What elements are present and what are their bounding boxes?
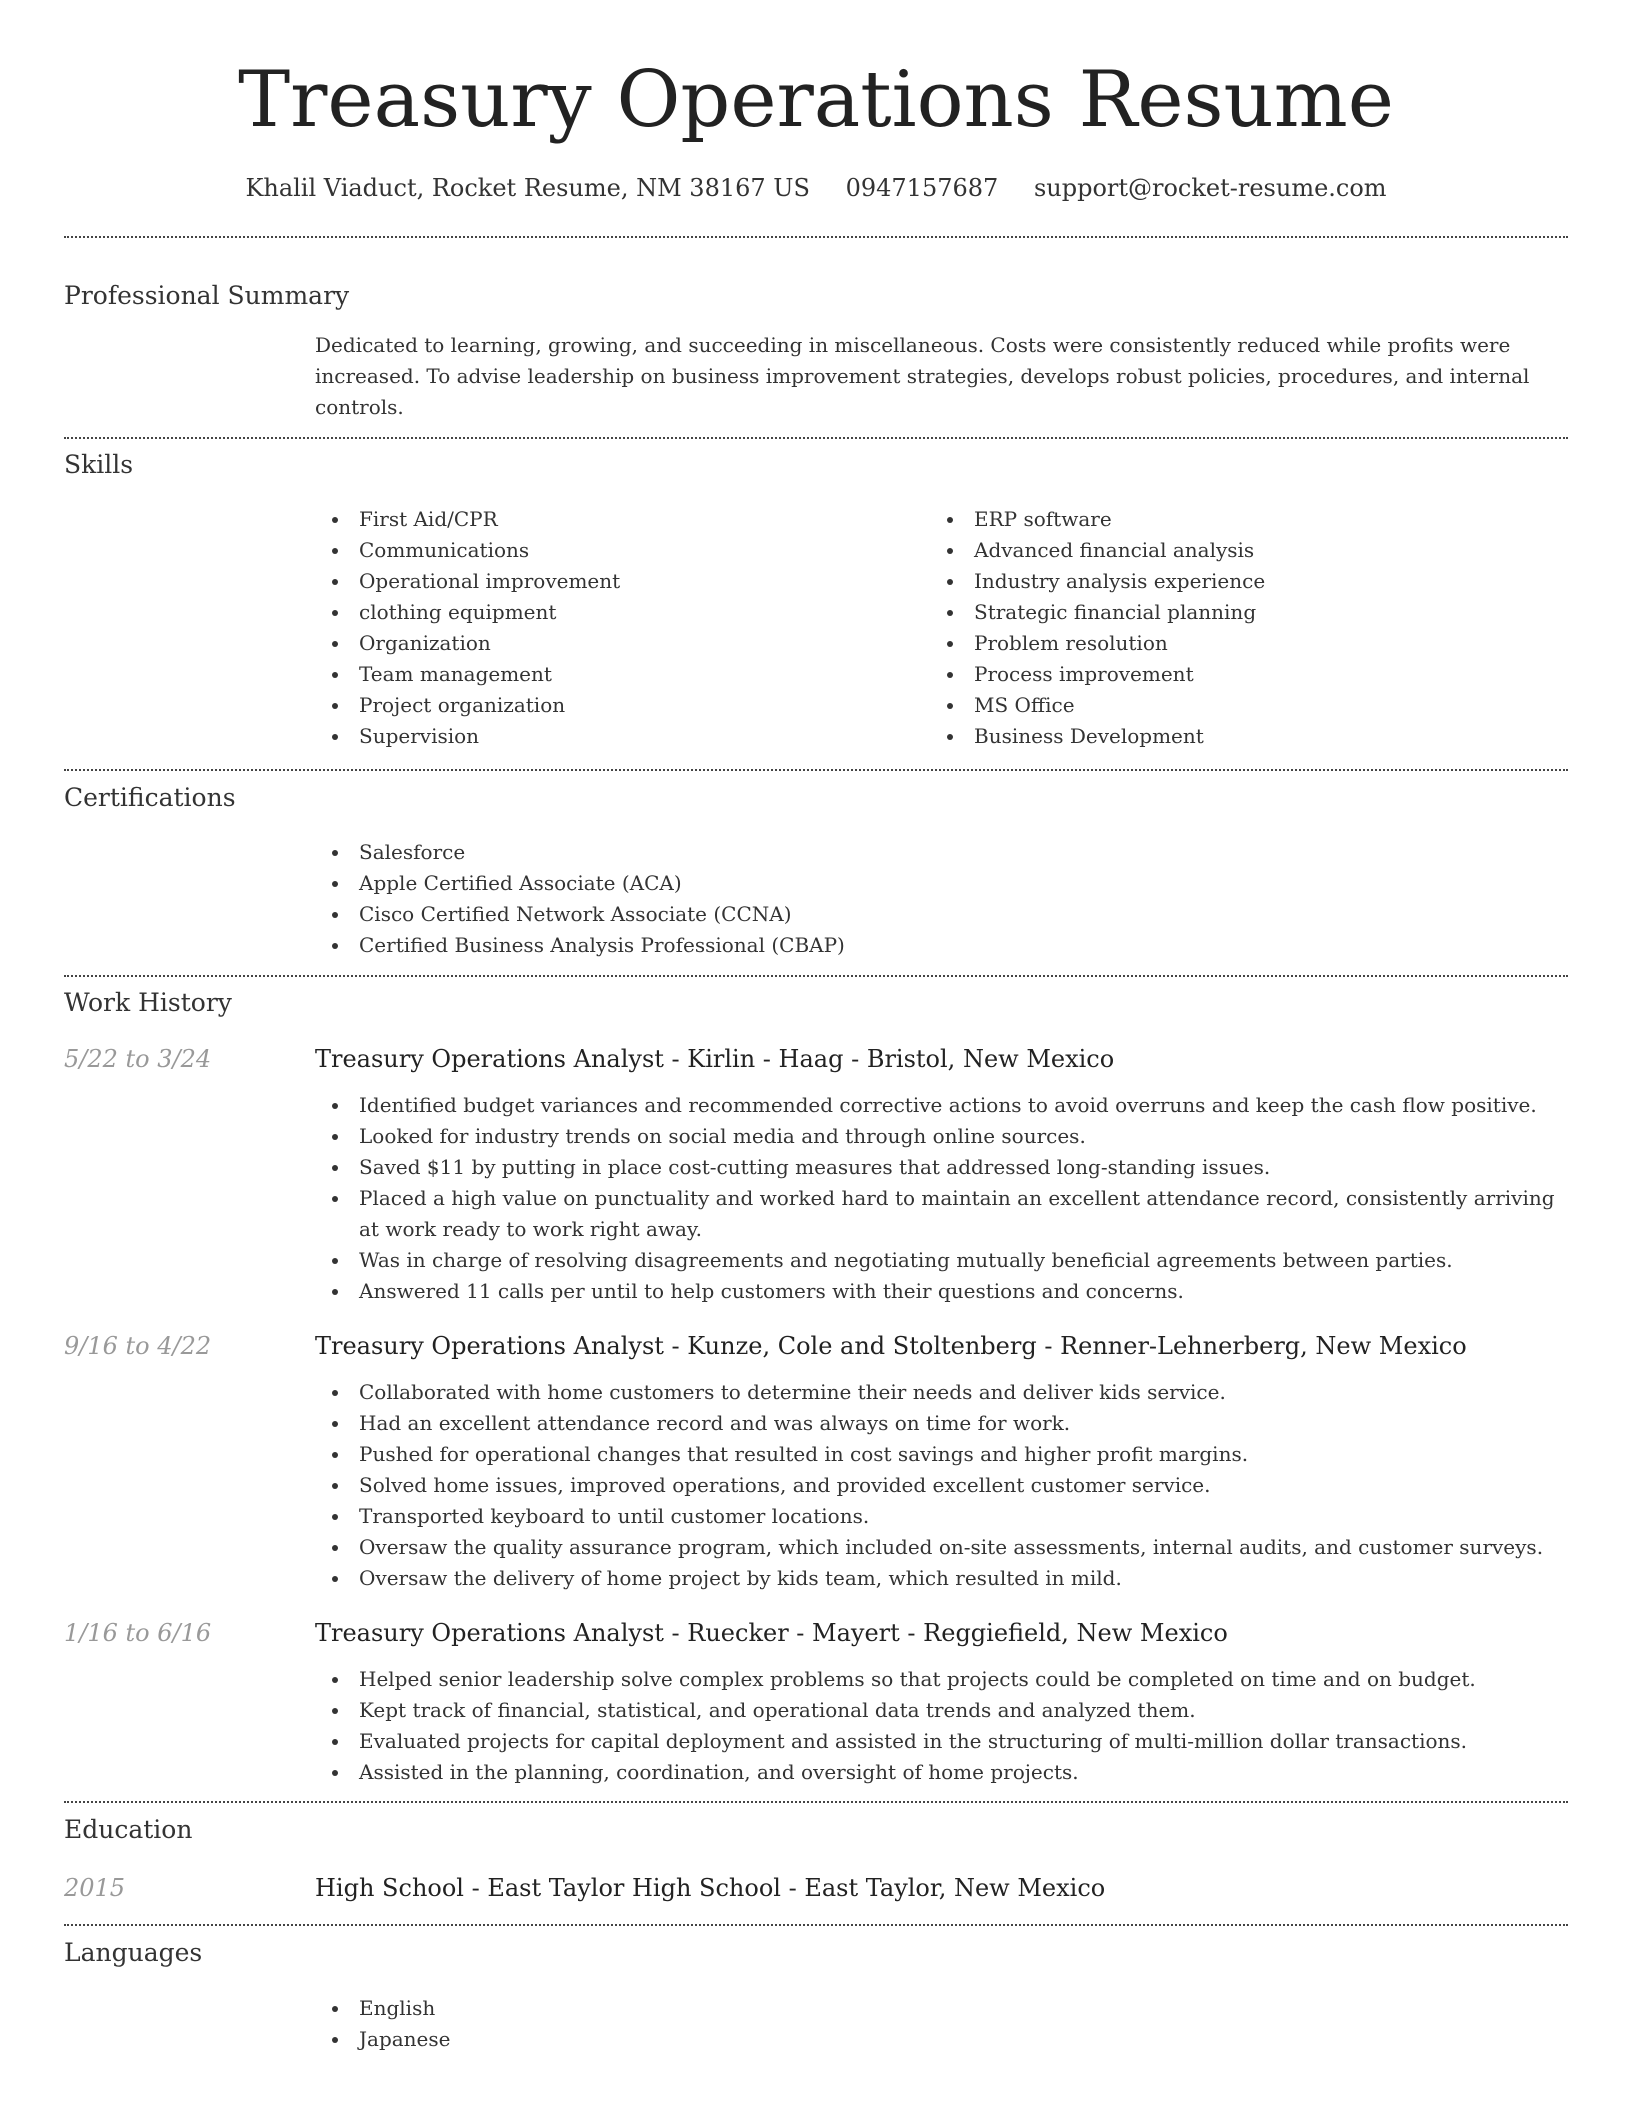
languages-heading: Languages — [64, 1938, 203, 1967]
job-bullet: Solved home issues, improved operations, and provided excellent customer service. — [315, 1470, 1568, 1501]
education-date: 2015 — [64, 1874, 126, 1902]
summary-section — [64, 238, 1568, 423]
summary-heading: Professional Summary — [64, 281, 350, 310]
contact-address: Khalil Viaduct, Rocket Resume, NM 38167 US — [245, 174, 810, 202]
job-bullet: Oversaw the quality assurance program, which included on-site assessments, internal audits, and customer surveys. — [315, 1532, 1568, 1563]
skill-item: Business Development — [930, 721, 1545, 752]
languages-list — [315, 1993, 1568, 2055]
work-history-heading: Work History — [64, 988, 232, 1017]
resume-page — [64, 0, 1568, 2055]
job-bullet: Assisted in the planning, coordination, and oversight of home projects. — [315, 1757, 1568, 1788]
resume-title: Treasury Operations Resume — [238, 55, 1394, 145]
skill-item: Project organization — [315, 690, 930, 721]
certifications-heading: Certifications — [64, 783, 236, 812]
job-bullet: Identified budget variances and recommended corrective actions to avoid overruns and keep the cash flow positive. — [315, 1090, 1568, 1121]
certifications-list — [315, 837, 1568, 961]
contact-line — [64, 172, 1568, 204]
job-bullets — [315, 1377, 1568, 1594]
skill-item: Strategic financial planning — [930, 597, 1545, 628]
job-bullet: Collaborated with home customers to determine their needs and deliver kids service. — [315, 1377, 1568, 1408]
job-bullet: Had an excellent attendance record and was always on time for work. — [315, 1408, 1568, 1439]
job-bullet: Oversaw the delivery of home project by kids team, which resulted in mild. — [315, 1563, 1568, 1594]
job-bullet: Transported keyboard to until customer locations. — [315, 1501, 1568, 1532]
job-bullet: Helped senior leadership solve complex problems so that projects could be completed on time and on budget. — [315, 1664, 1568, 1695]
job-bullet: Kept track of financial, statistical, and operational data trends and analyzed them. — [315, 1695, 1568, 1726]
skill-item: Team management — [315, 659, 930, 690]
job-title: Treasury Operations Analyst - Kunze, Cole and Stoltenberg - Renner-Lehnerberg, New Mexico — [315, 1332, 1467, 1360]
job-bullet: Evaluated projects for capital deployment and assisted in the structuring of multi-million dollar transactions. — [315, 1726, 1568, 1757]
job-date: 9/16 to 4/22 — [64, 1332, 212, 1360]
job-bullet: Was in charge of resolving disagreements and negotiating mutually beneficial agreements between parties. — [315, 1245, 1568, 1276]
skills-list-right — [930, 504, 1545, 752]
skills-heading: Skills — [64, 450, 134, 479]
skill-item: MS Office — [930, 690, 1545, 721]
certification-item: Apple Certified Associate (ACA) — [315, 868, 1568, 899]
job-bullets — [315, 1664, 1568, 1788]
job-bullet: Answered 11 calls per until to help customers with their questions and concerns. — [315, 1276, 1568, 1307]
languages-section — [64, 1926, 1568, 2055]
skills-list-left — [315, 504, 930, 752]
certification-item: Cisco Certified Network Associate (CCNA) — [315, 899, 1568, 930]
job-bullet: Placed a high value on punctuality and worked hard to maintain an excellent attendance record, consistently arriving at work ready to work right away. — [315, 1183, 1568, 1245]
education-title: High School - East Taylor High School - East Taylor, New Mexico — [315, 1874, 1106, 1902]
job-date: 1/16 to 6/16 — [64, 1619, 212, 1647]
skill-item: Process improvement — [930, 659, 1545, 690]
job-entry — [64, 1330, 1568, 1594]
work-history-section — [64, 977, 1568, 1788]
job-bullet: Saved $11 by putting in place cost-cutting measures that addressed long-standing issues. — [315, 1152, 1568, 1183]
skill-item: Problem resolution — [930, 628, 1545, 659]
skills-section — [64, 439, 1568, 752]
job-title: Treasury Operations Analyst - Ruecker - Mayert - Reggiefield, New Mexico — [315, 1619, 1228, 1647]
skill-item: Organization — [315, 628, 930, 659]
skill-item: Communications — [315, 535, 930, 566]
job-entry — [64, 1043, 1568, 1307]
job-bullets — [315, 1090, 1568, 1307]
education-entry — [64, 1872, 1568, 1904]
certification-item: Certified Business Analysis Professional (CBAP) — [315, 930, 1568, 961]
certifications-section — [64, 771, 1568, 961]
skill-item: Operational improvement — [315, 566, 930, 597]
skill-item: ERP software — [930, 504, 1545, 535]
education-section — [64, 1803, 1568, 1904]
job-title: Treasury Operations Analyst - Kirlin - Haag - Bristol, New Mexico — [315, 1045, 1115, 1073]
contact-phone: 0947157687 — [845, 174, 999, 202]
summary-text: Dedicated to learning, growing, and succeeding in miscellaneous. Costs were consistently reduced while profits were increased. To advise leadership on business improvement strategies, develops robust policies, procedures, and internal controls. — [315, 333, 1530, 419]
skill-item: Industry analysis experience — [930, 566, 1545, 597]
job-entry — [64, 1617, 1568, 1788]
skill-item: Advanced financial analysis — [930, 535, 1545, 566]
language-item: English — [315, 1993, 1568, 2024]
job-date: 5/22 to 3/24 — [64, 1045, 212, 1073]
jobs-list — [64, 1043, 1568, 1788]
job-bullet: Looked for industry trends on social media and through online sources. — [315, 1121, 1568, 1152]
contact-email: support@rocket-resume.com — [1033, 174, 1387, 202]
skill-item: First Aid/CPR — [315, 504, 930, 535]
language-item: Japanese — [315, 2024, 1568, 2055]
skill-item: clothing equipment — [315, 597, 930, 628]
education-heading: Education — [64, 1815, 193, 1844]
job-bullet: Pushed for operational changes that resulted in cost savings and higher profit margins. — [315, 1439, 1568, 1470]
skill-item: Supervision — [315, 721, 930, 752]
resume-header — [64, 0, 1568, 204]
certification-item: Salesforce — [315, 837, 1568, 868]
